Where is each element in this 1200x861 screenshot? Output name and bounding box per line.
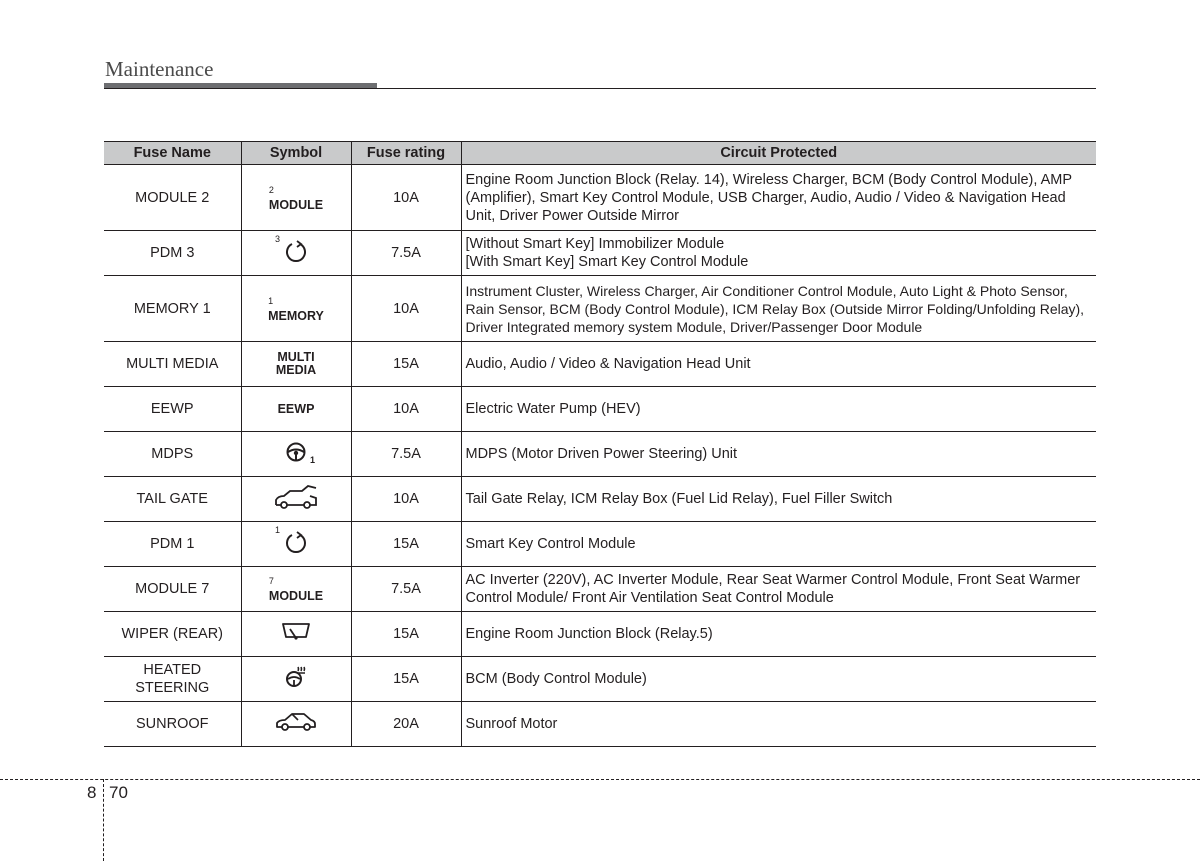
symbol-superscript: 2 [268, 184, 274, 195]
fuse-rating: 7.5A [351, 567, 461, 612]
table-row [104, 387, 1096, 432]
fuse-rating: 10A [351, 477, 461, 522]
fuse-rating: 10A [351, 165, 461, 231]
page-header-title: Maintenance [105, 57, 214, 81]
steering-wheel-icon [285, 441, 315, 467]
fuse-symbol [241, 702, 351, 747]
fuse-rating: 10A [351, 387, 461, 432]
fuse-rating: 15A [351, 342, 461, 387]
table-row [104, 522, 1096, 567]
table-header-row [104, 142, 1096, 165]
table-row [104, 165, 1096, 231]
circuit-protected: AC Inverter (220V), AC Inverter Module, Rear Seat Warmer Control Module, Front Seat Warmer Control Module/ Front Air Ventilation Seat Control Module [461, 567, 1096, 612]
table-row [104, 612, 1096, 657]
page-number: 70 [109, 783, 128, 802]
fuse-rating: 7.5A [351, 432, 461, 477]
symbol-label: MODULE [268, 589, 324, 603]
fuse-name: TAIL GATE [104, 477, 241, 522]
symbol-label: MEMORY [268, 308, 324, 323]
fuse-name: MDPS [104, 432, 241, 477]
circuit-protected: Sunroof Motor [461, 702, 1096, 747]
circuit-protected: BCM (Body Control Module) [461, 657, 1096, 702]
circuit-protected: Tail Gate Relay, ICM Relay Box (Fuel Lid Relay), Fuel Filler Switch [461, 477, 1096, 522]
fuse-table [104, 141, 1096, 747]
fuse-rating: 7.5A [351, 231, 461, 276]
table-row [104, 432, 1096, 477]
circuit-protected: Audio, Audio / Video & Navigation Head Unit [461, 342, 1096, 387]
fuse-symbol [241, 276, 351, 342]
fuse-name: WIPER (REAR) [104, 612, 241, 657]
fuse-symbol [241, 522, 351, 567]
fuse-name: MODULE 7 [104, 567, 241, 612]
circuit-protected: Engine Room Junction Block (Relay.5) [461, 612, 1096, 657]
symbol-superscript: 1 [268, 295, 274, 306]
fuse-rating: 15A [351, 522, 461, 567]
fuse-name: PDM 3 [104, 231, 241, 276]
table-row [104, 342, 1096, 387]
circuit-protected: MDPS (Motor Driven Power Steering) Unit [461, 432, 1096, 477]
fuse-symbol [241, 165, 351, 231]
fuse-name [104, 657, 241, 702]
fuse-rating: 15A [351, 612, 461, 657]
column-header-circuit-protected: Circuit Protected [461, 142, 1096, 165]
fuse-rating: 10A [351, 276, 461, 342]
circuit-line: [With Smart Key] Smart Key Control Module [465, 254, 749, 270]
circuit-protected: Instrument Cluster, Wireless Charger, Air Conditioner Control Module, Auto Light & Photo Sensor, Rain Sensor, BCM (Body Control Module), ICM Relay Box (Outside Mirror Folding/Unfolding Relay), Driver Integrated memory system Module, Driver/Passenger Door Module [461, 276, 1096, 342]
fuse-name: EEWP [104, 387, 241, 432]
circuit-protected: Electric Water Pump (HEV) [461, 387, 1096, 432]
column-header-symbol: Symbol [241, 142, 351, 165]
section-number: 8 [87, 783, 97, 802]
column-header-fuse-name: Fuse Name [104, 142, 241, 165]
symbol-label: EEWP [277, 402, 315, 416]
power-button-icon [275, 234, 309, 268]
circuit-line: [Without Smart Key] Immobilizer Module [465, 236, 725, 252]
circuit-protected: Engine Room Junction Block (Relay. 14), Wireless Charger, BCM (Body Control Module), AMP (Amplifier), Smart Key Control Module, USB Charger, Audio, Audio / Video & Navigation Head Unit, Driver Power Outside Mirror [461, 165, 1096, 231]
table-row [104, 477, 1096, 522]
fuse-symbol [241, 657, 351, 702]
fuse-name: SUNROOF [104, 702, 241, 747]
fuse-symbol [241, 567, 351, 612]
footer-divider [0, 779, 1200, 780]
symbol-label-line: MULTI [277, 349, 315, 364]
header-rule [104, 88, 1096, 89]
symbol-subscript: 1 [309, 455, 315, 465]
table-row [104, 567, 1096, 612]
table-row [104, 702, 1096, 747]
footer-vertical-divider [103, 779, 104, 861]
rear-wiper-icon [280, 621, 312, 647]
fuse-name: MULTI MEDIA [104, 342, 241, 387]
fuse-symbol [241, 612, 351, 657]
fuse-name-line: STEERING [135, 680, 210, 696]
fuse-name: MEMORY 1 [104, 276, 241, 342]
symbol-superscript: 3 [275, 234, 281, 244]
fuse-rating: 15A [351, 657, 461, 702]
sunroof-car-icon [274, 710, 318, 738]
heated-steering-icon [284, 665, 308, 693]
table-row [104, 276, 1096, 342]
circuit-protected [461, 231, 1096, 276]
tailgate-car-icon [272, 484, 320, 514]
column-header-fuse-rating: Fuse rating [351, 142, 461, 165]
table-row [104, 657, 1096, 702]
power-button-icon [275, 525, 309, 559]
fuse-name-line: HEATED [143, 662, 202, 678]
fuse-symbol [241, 432, 351, 477]
fuse-rating: 20A [351, 702, 461, 747]
symbol-superscript: 1 [275, 525, 281, 535]
symbol-superscript: 7 [268, 576, 274, 586]
symbol-label: MODULE [268, 197, 324, 212]
fuse-symbol [241, 342, 351, 387]
fuse-symbol [241, 477, 351, 522]
symbol-label-line: MEDIA [275, 362, 317, 377]
circuit-protected: Smart Key Control Module [461, 522, 1096, 567]
fuse-name: MODULE 2 [104, 165, 241, 231]
fuse-symbol [241, 387, 351, 432]
fuse-name: PDM 1 [104, 522, 241, 567]
table-row [104, 231, 1096, 276]
fuse-symbol [241, 231, 351, 276]
